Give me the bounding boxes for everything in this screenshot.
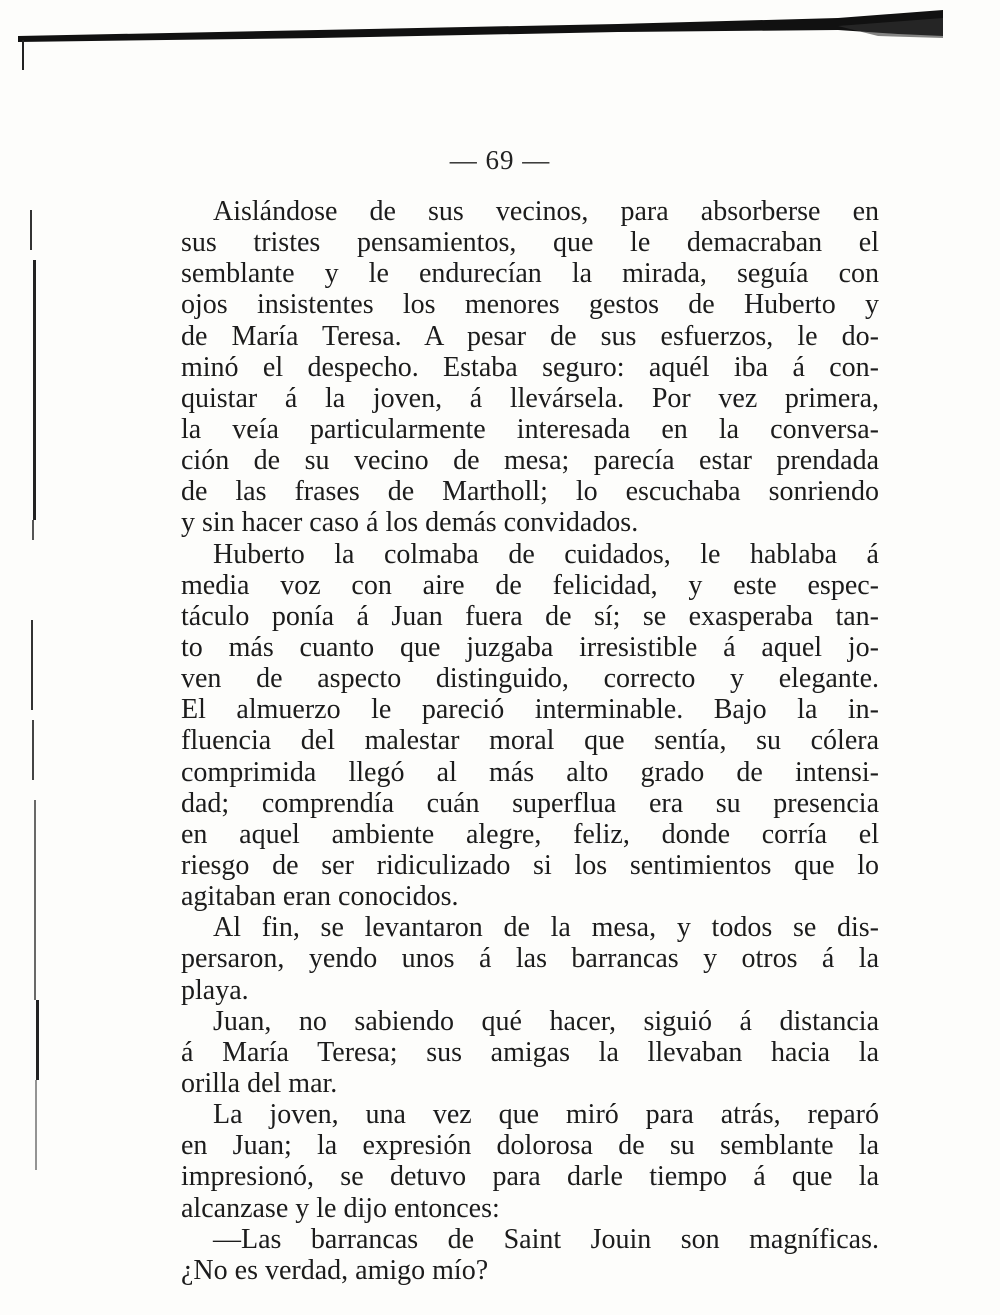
text-line: de las frases de Martholl; lo escuchaba sonriendo: [181, 476, 879, 508]
text-line: playa.: [181, 974, 249, 1006]
text-line: quistar á la joven, á llevársela. Por vez primera,: [181, 382, 879, 414]
text-line: á María Teresa; sus amigas la llevaban hacia la: [181, 1036, 879, 1068]
text-line: ven de aspecto distinguido, correcto y elegante.: [181, 663, 879, 695]
text-line: persaron, yendo unos á las barrancas y otros á la: [181, 943, 879, 975]
text-line: riesgo de ser ridiculizado si los sentimientos que lo: [181, 849, 879, 881]
text-line: El almuerzo le pareció interminable. Bajo la in-: [181, 694, 879, 726]
text-line: sus tristes pensamientos, que le demacraban el: [181, 227, 879, 259]
text-line: to más cuanto que juzgaba irresistible á aquel jo-: [181, 631, 879, 663]
scan-top-border: [18, 8, 943, 42]
text-line: Aislándose de sus vecinos, para absorberse en: [213, 196, 879, 227]
text-line: alcanzase y le dijo entonces:: [181, 1192, 500, 1224]
text-line: en Juan; la expresión dolorosa de su semblante la: [181, 1130, 879, 1162]
text-line: —Las barrancas de Saint Jouin son magníficas.: [213, 1223, 879, 1255]
body-text: [181, 196, 879, 1286]
text-line: semblante y le endurecían la mirada, seguía con: [181, 258, 879, 290]
text-line: media voz con aire de felicidad, y este espec-: [181, 569, 879, 601]
text-line: orilla del mar.: [181, 1067, 338, 1099]
text-line: fluencia del malestar moral que sentía, su cólera: [181, 725, 879, 757]
text-line: Juan, no sabiendo qué hacer, siguió á distancia: [213, 1005, 879, 1037]
text-line: dad; comprendía cuán superflua era su presencia: [181, 787, 879, 819]
text-line: agitaban eran conocidos.: [181, 881, 459, 913]
text-line: ción de su vecino de mesa; parecía estar prendada: [181, 445, 879, 477]
text-line: ¿No es verdad, amigo mío?: [181, 1254, 489, 1286]
text-line: de María Teresa. A pesar de sus esfuerzos, le do-: [181, 320, 879, 352]
page-number: — 69 —: [449, 145, 551, 175]
text-line: Al fin, se levantaron de la mesa, y todos se dis-: [213, 912, 879, 944]
scan-left-border: [22, 40, 62, 1300]
text-line: en aquel ambiente alegre, feliz, donde corría el: [181, 818, 879, 850]
text-line: minó el despecho. Estaba seguro: aquél iba á con-: [181, 351, 879, 383]
text-line: táculo ponía á Juan fuera de sí; se exasperaba tan-: [181, 600, 879, 632]
text-line: La joven, una vez que miró para atrás, reparó: [213, 1099, 879, 1131]
text-line: ojos insistentes los menores gestos de Huberto y: [181, 289, 879, 321]
text-line: impresionó, se detuvo para darle tiempo á que la: [181, 1161, 879, 1193]
text-line: y sin hacer caso á los demás convidados.: [181, 507, 639, 539]
text-line: Huberto la colmaba de cuidados, le hablaba á: [213, 538, 879, 570]
text-line: la veía particularmente interesada en la conversa-: [181, 413, 879, 445]
text-line: comprimida llegó al más alto grado de intensi-: [181, 756, 879, 788]
